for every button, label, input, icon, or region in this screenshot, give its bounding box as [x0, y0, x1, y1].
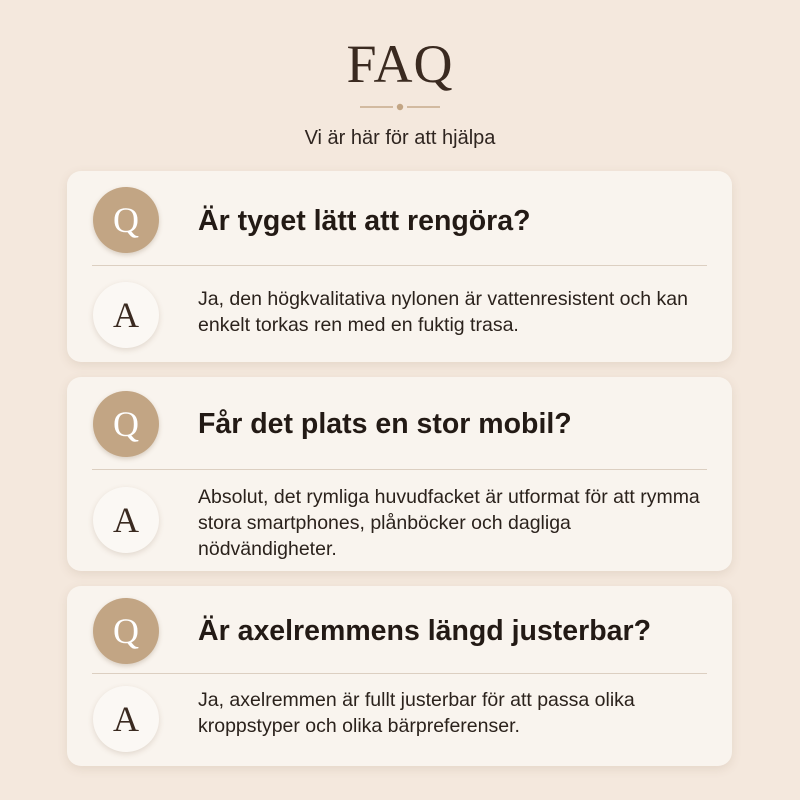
question-badge: Q — [93, 598, 159, 664]
faq-divider — [92, 469, 707, 470]
answer-badge: A — [93, 282, 159, 348]
answer-badge: A — [93, 686, 159, 752]
question-badge: Q — [93, 187, 159, 253]
faq-card — [67, 171, 732, 362]
faq-question: Får det plats en stor mobil? — [198, 408, 572, 440]
faq-card — [67, 377, 732, 571]
faq-answer: Absolut, det rymliga huvudfacket är utformat för att rymma stora smartphones, plånböcker och dagliga nödvändigheter. — [198, 486, 700, 560]
faq-question: Är axelremmens längd justerbar? — [198, 615, 651, 647]
faq-answer: Ja, den högkvalitativa nylonen är vattenresistent och kan enkelt torkas ren med en fuktig trasa. — [198, 288, 688, 336]
faq-answer: Ja, axelremmen är fullt justerbar för att passa olika kroppstyper och olika bärpreferenser. — [198, 689, 635, 737]
answer-badge: A — [93, 487, 159, 553]
page-title: FAQ — [346, 34, 454, 94]
page-subtitle: Vi är här för att hjälpa — [304, 127, 496, 149]
question-badge: Q — [93, 391, 159, 457]
faq-header — [0, 0, 800, 170]
ornament-divider-icon — [360, 102, 440, 112]
faq-question: Är tyget lätt att rengöra? — [198, 205, 531, 237]
faq-divider — [92, 265, 707, 266]
faq-divider — [92, 673, 707, 674]
faq-card — [67, 586, 732, 766]
